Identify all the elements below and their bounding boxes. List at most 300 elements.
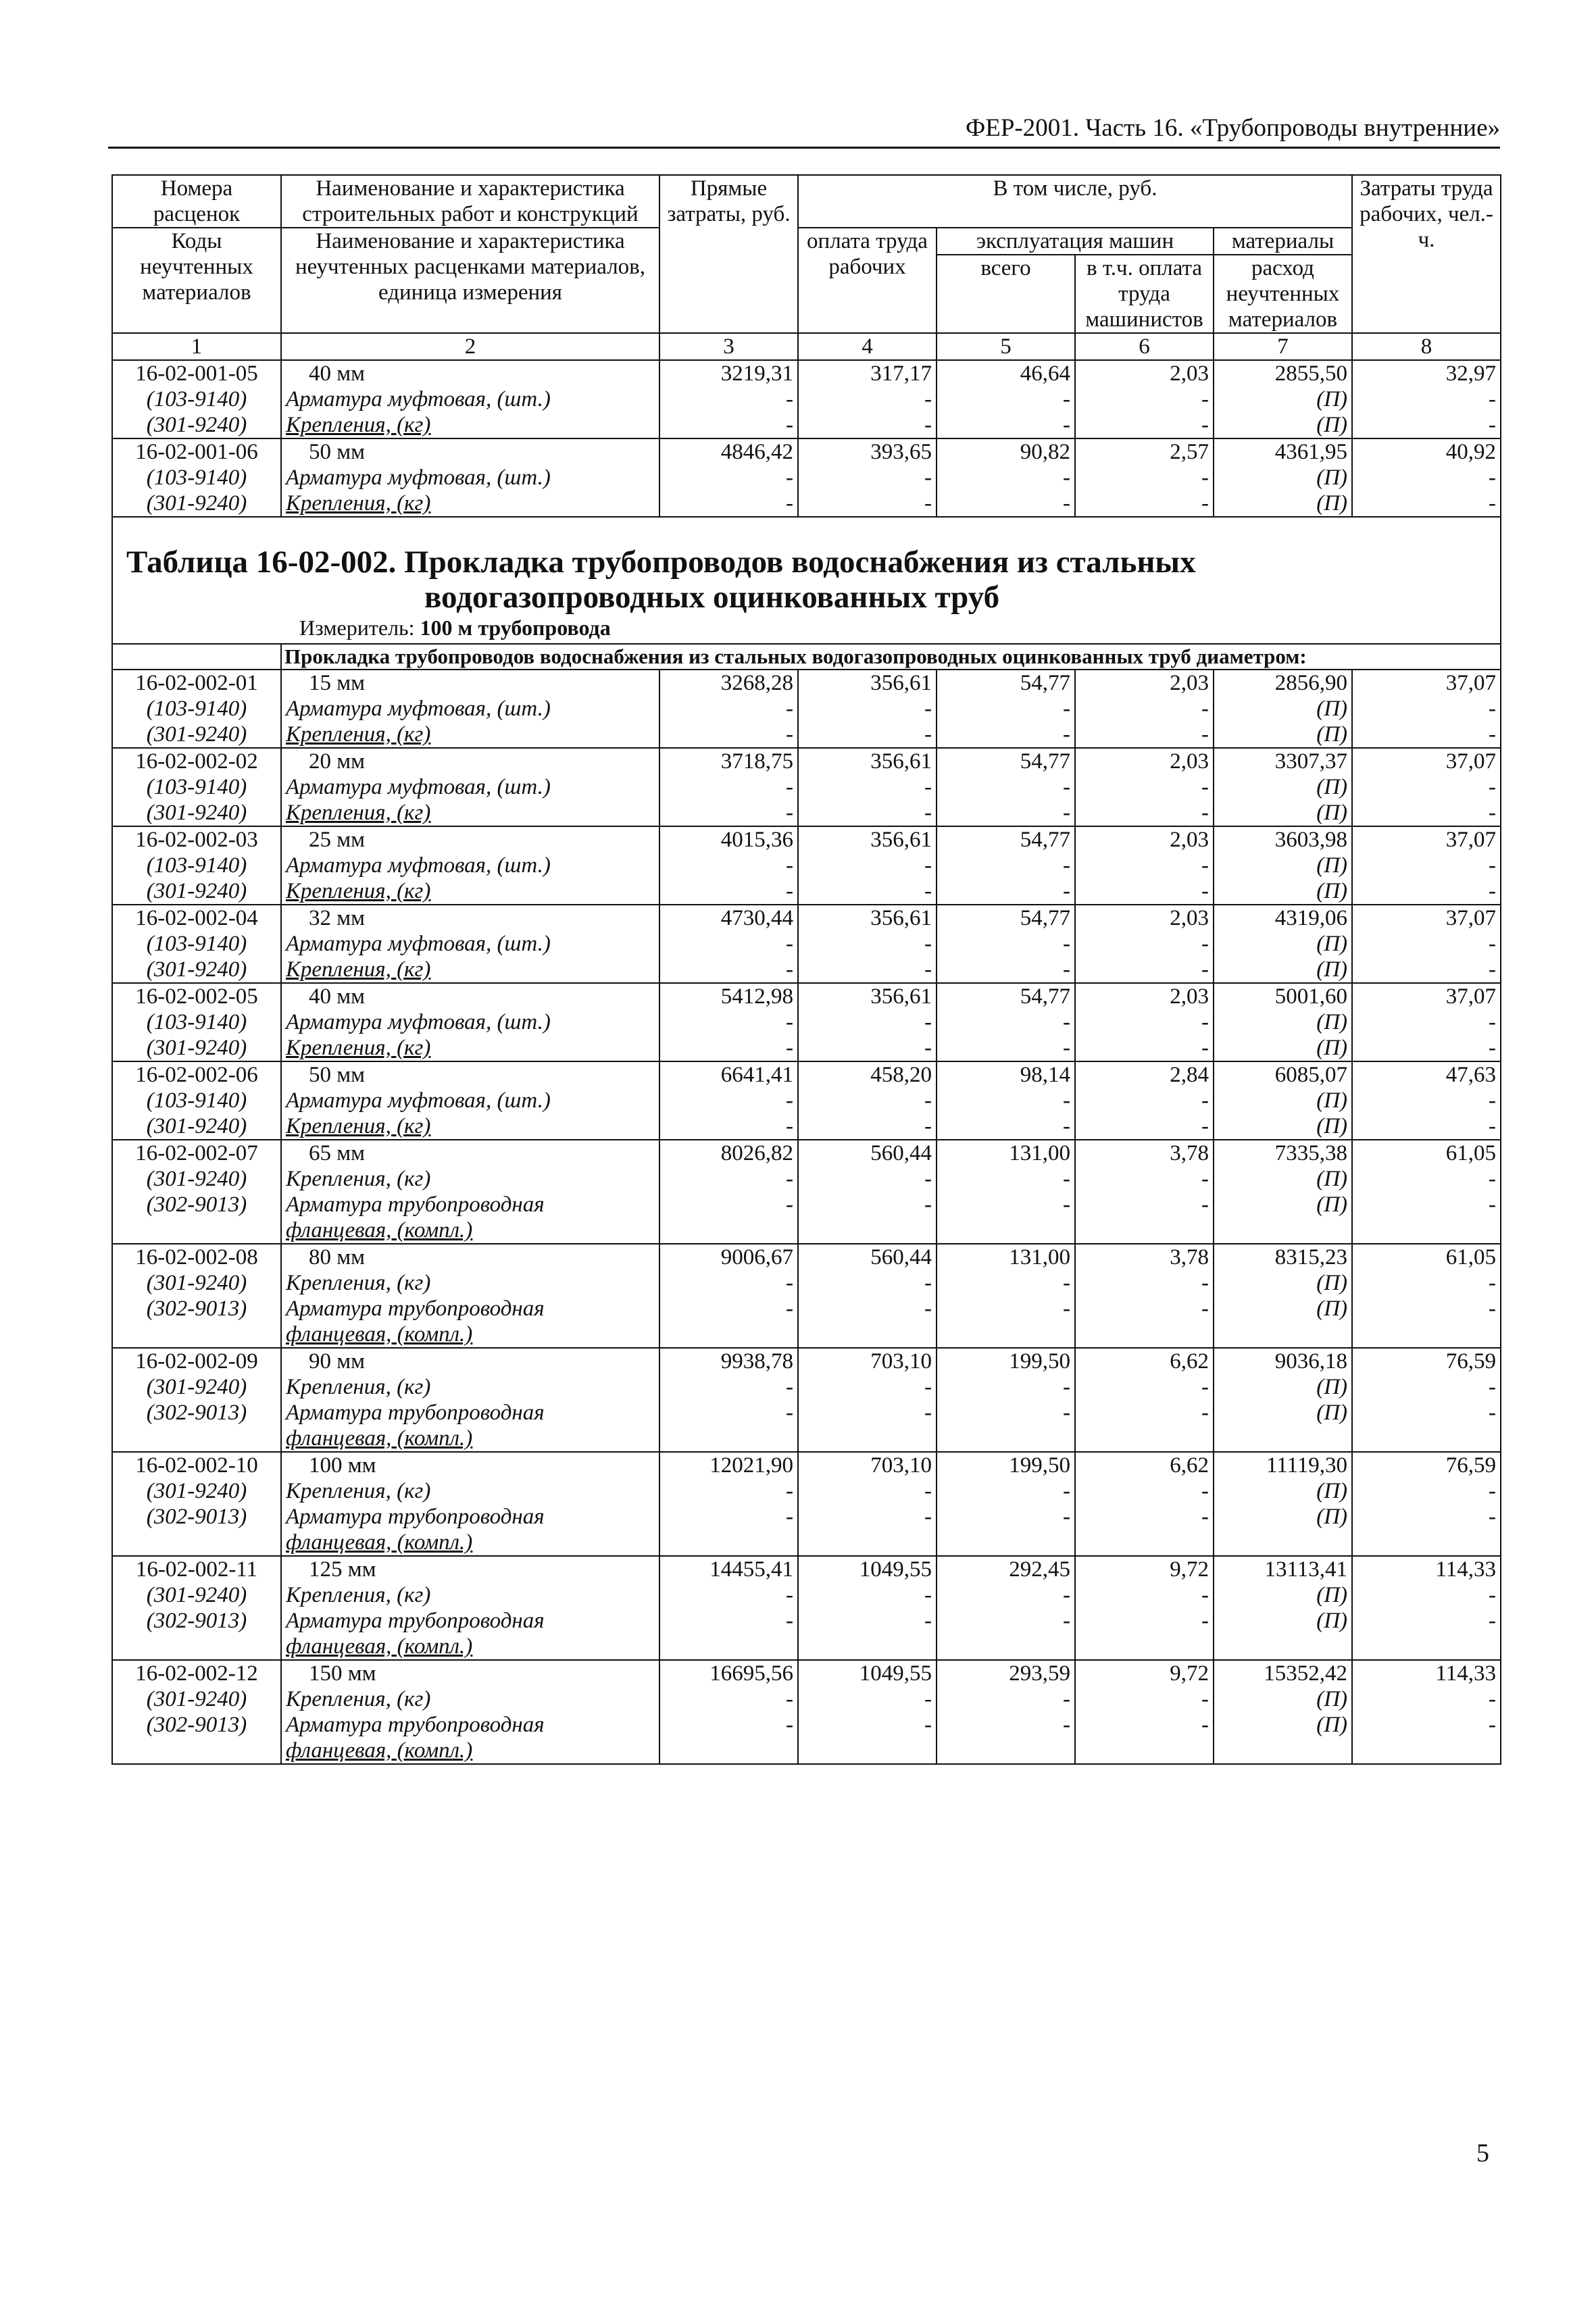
material-row — [112, 1088, 1501, 1113]
rate-labor: 76,59 — [1352, 1348, 1501, 1374]
empty-value — [1352, 1322, 1501, 1348]
material-name: Арматура трубопроводная — [281, 1296, 659, 1322]
material-row — [112, 878, 1501, 905]
unaccounted-material-mark — [1214, 1738, 1352, 1764]
rate-mat: 15352,42 — [1214, 1660, 1352, 1686]
rate-code: 16-02-002-08 — [112, 1244, 281, 1270]
header-labor: Затраты труда рабочих, чел.-ч. — [1352, 175, 1501, 333]
rate-mach-wages: 2,03 — [1075, 905, 1214, 931]
empty-value: - — [798, 491, 937, 517]
table-caption-row — [112, 517, 1501, 644]
empty-value: - — [659, 412, 798, 438]
material-row — [112, 1270, 1501, 1296]
empty-value — [1075, 1322, 1214, 1348]
rate-direct: 3219,31 — [659, 360, 798, 386]
rate-mat: 13113,41 — [1214, 1556, 1352, 1582]
empty-value — [1075, 1426, 1214, 1452]
empty-value: - — [659, 1113, 798, 1140]
rate-labor: 114,33 — [1352, 1556, 1501, 1582]
material-name: Арматура трубопроводная — [281, 1400, 659, 1426]
material-name: фланцевая, (компл.) — [281, 1530, 659, 1556]
rate-row — [112, 1452, 1501, 1478]
material-name: Арматура муфтовая, (шт.) — [281, 853, 659, 878]
empty-value: - — [798, 1582, 937, 1608]
material-row — [112, 1608, 1501, 1634]
rate-mat: 7335,38 — [1214, 1140, 1352, 1166]
material-code: (301-9240) — [112, 1113, 281, 1140]
rate-mach-wages: 3,78 — [1075, 1140, 1214, 1166]
empty-value: - — [1352, 853, 1501, 878]
material-code: (103-9140) — [112, 853, 281, 878]
material-code: (103-9140) — [112, 465, 281, 491]
material-row — [112, 1478, 1501, 1504]
empty-value: - — [1352, 1400, 1501, 1426]
header-including: В том числе, руб. — [798, 175, 1352, 228]
rate-name: 80 мм — [281, 1244, 659, 1270]
material-code: (103-9140) — [112, 386, 281, 412]
material-code — [112, 1322, 281, 1348]
rate-direct: 8026,82 — [659, 1140, 798, 1166]
material-code: (302-9013) — [112, 1608, 281, 1634]
material-row — [112, 774, 1501, 800]
unaccounted-material-mark: (П) — [1214, 1166, 1352, 1192]
rate-mach-wages: 2,57 — [1075, 438, 1214, 465]
rate-mach-wages: 3,78 — [1075, 1244, 1214, 1270]
empty-value: - — [1352, 1582, 1501, 1608]
empty-value: - — [937, 1400, 1075, 1426]
empty-value: - — [1075, 1608, 1214, 1634]
rate-mach: 131,00 — [937, 1244, 1075, 1270]
rate-row — [112, 1244, 1501, 1270]
empty-value: - — [1075, 1504, 1214, 1530]
measure-label: Измеритель: — [299, 615, 415, 640]
header-machines: эксплуатация машин — [937, 228, 1214, 255]
rate-code: 16-02-002-07 — [112, 1140, 281, 1166]
empty-value: - — [659, 774, 798, 800]
empty-value — [798, 1738, 937, 1764]
rate-name: 25 мм — [281, 826, 659, 853]
rate-code: 16-02-001-06 — [112, 438, 281, 465]
rate-wages: 458,20 — [798, 1061, 937, 1088]
empty-value: - — [937, 1088, 1075, 1113]
rate-mat: 2855,50 — [1214, 360, 1352, 386]
empty-value: - — [798, 800, 937, 826]
material-name: Арматура муфтовая, (шт.) — [281, 1009, 659, 1035]
material-row — [112, 722, 1501, 748]
material-name: Крепления, (кг) — [281, 1166, 659, 1192]
material-row — [112, 800, 1501, 826]
material-name: Крепления, (кг) — [281, 1113, 659, 1140]
material-name: Крепления, (кг) — [281, 1270, 659, 1296]
empty-value: - — [1075, 1296, 1214, 1322]
empty-value: - — [1075, 1192, 1214, 1217]
rate-name: 90 мм — [281, 1348, 659, 1374]
page-number: 5 — [1476, 2139, 1489, 2167]
rate-mach: 54,77 — [937, 983, 1075, 1009]
rate-code: 16-02-002-06 — [112, 1061, 281, 1088]
material-name: Крепления, (кг) — [281, 1035, 659, 1061]
material-row — [112, 1217, 1501, 1244]
rate-name: 32 мм — [281, 905, 659, 931]
rate-direct: 3268,28 — [659, 670, 798, 696]
empty-value: - — [1075, 1270, 1214, 1296]
unaccounted-material-mark: (П) — [1214, 957, 1352, 983]
rate-name: 65 мм — [281, 1140, 659, 1166]
material-code: (302-9013) — [112, 1296, 281, 1322]
empty-value: - — [937, 1686, 1075, 1712]
material-row — [112, 1009, 1501, 1035]
empty-value — [1075, 1738, 1214, 1764]
material-code: (103-9140) — [112, 696, 281, 722]
rate-mach: 54,77 — [937, 826, 1075, 853]
unaccounted-material-mark: (П) — [1214, 1478, 1352, 1504]
empty-value: - — [798, 386, 937, 412]
material-name: Крепления, (кг) — [281, 1582, 659, 1608]
rate-direct: 12021,90 — [659, 1452, 798, 1478]
rate-name: 50 мм — [281, 438, 659, 465]
rate-row — [112, 983, 1501, 1009]
unaccounted-material-mark: (П) — [1214, 774, 1352, 800]
empty-value: - — [1075, 1582, 1214, 1608]
empty-value: - — [1075, 1374, 1214, 1400]
rate-row — [112, 670, 1501, 696]
empty-value: - — [659, 1270, 798, 1296]
rate-wages: 356,61 — [798, 748, 937, 774]
rate-wages: 356,61 — [798, 905, 937, 931]
unaccounted-material-mark: (П) — [1214, 1712, 1352, 1738]
material-code: (301-9240) — [112, 957, 281, 983]
empty-value: - — [659, 1712, 798, 1738]
header-direct-costs: Прямые затраты, руб. — [659, 175, 798, 333]
empty-value: - — [798, 1374, 937, 1400]
empty-value: - — [1352, 1712, 1501, 1738]
material-code: (301-9240) — [112, 1035, 281, 1061]
material-code: (301-9240) — [112, 1686, 281, 1712]
column-number: 5 — [937, 333, 1075, 360]
empty-value: - — [937, 1166, 1075, 1192]
empty-value — [937, 1322, 1075, 1348]
unaccounted-material-mark — [1214, 1322, 1352, 1348]
material-row — [112, 853, 1501, 878]
material-name: Крепления, (кг) — [281, 1478, 659, 1504]
rate-row — [112, 748, 1501, 774]
rate-direct: 9006,67 — [659, 1244, 798, 1270]
section-row — [112, 644, 1501, 670]
empty-value: - — [659, 386, 798, 412]
rate-code: 16-02-002-04 — [112, 905, 281, 931]
unaccounted-material-mark: (П) — [1214, 1192, 1352, 1217]
material-name: фланцевая, (компл.) — [281, 1217, 659, 1244]
rate-mat: 6085,07 — [1214, 1061, 1352, 1088]
empty-value: - — [1352, 465, 1501, 491]
material-code: (302-9013) — [112, 1712, 281, 1738]
empty-value: - — [798, 957, 937, 983]
unaccounted-material-mark: (П) — [1214, 722, 1352, 748]
empty-value — [659, 1634, 798, 1660]
empty-value: - — [1075, 696, 1214, 722]
empty-value: - — [1352, 722, 1501, 748]
rate-code: 16-02-002-11 — [112, 1556, 281, 1582]
empty-value — [659, 1530, 798, 1556]
rate-row — [112, 1140, 1501, 1166]
table-title-line1: Таблица 16-02-002. Прокладка трубопроводов водоснабжения из стальных — [126, 545, 1196, 580]
empty-value: - — [937, 1582, 1075, 1608]
rate-name: 150 мм — [281, 1660, 659, 1686]
empty-value: - — [1075, 1113, 1214, 1140]
rate-row — [112, 1061, 1501, 1088]
empty-value: - — [1352, 878, 1501, 905]
empty-value: - — [659, 1166, 798, 1192]
rate-direct: 5412,98 — [659, 983, 798, 1009]
material-row — [112, 1426, 1501, 1452]
empty-value: - — [1352, 774, 1501, 800]
unaccounted-material-mark: (П) — [1214, 386, 1352, 412]
empty-value: - — [659, 1504, 798, 1530]
empty-value — [937, 1634, 1075, 1660]
empty-value: - — [1075, 1088, 1214, 1113]
rate-wages: 356,61 — [798, 983, 937, 1009]
empty-value: - — [798, 774, 937, 800]
material-row — [112, 1530, 1501, 1556]
material-row — [112, 696, 1501, 722]
material-name: Крепления, (кг) — [281, 957, 659, 983]
material-code: (301-9240) — [112, 1478, 281, 1504]
empty-value: - — [798, 465, 937, 491]
empty-value — [1352, 1634, 1501, 1660]
empty-value: - — [1075, 1166, 1214, 1192]
material-name: Крепления, (кг) — [281, 1374, 659, 1400]
rate-labor: 37,07 — [1352, 670, 1501, 696]
rate-mach: 46,64 — [937, 360, 1075, 386]
rate-mach-wages: 6,62 — [1075, 1452, 1214, 1478]
empty-value — [1352, 1530, 1501, 1556]
column-number: 1 — [112, 333, 281, 360]
empty-value: - — [1075, 800, 1214, 826]
rate-mach-wages: 2,84 — [1075, 1061, 1214, 1088]
rate-direct: 16695,56 — [659, 1660, 798, 1686]
material-row — [112, 1192, 1501, 1217]
empty-value: - — [937, 1009, 1075, 1035]
empty-value: - — [798, 1270, 937, 1296]
material-row — [112, 1166, 1501, 1192]
empty-value: - — [1075, 722, 1214, 748]
rate-mach: 98,14 — [937, 1061, 1075, 1088]
empty-value: - — [937, 1504, 1075, 1530]
rate-mat: 4361,95 — [1214, 438, 1352, 465]
empty-value: - — [1352, 1296, 1501, 1322]
empty-value: - — [1352, 931, 1501, 957]
material-code — [112, 1217, 281, 1244]
rate-mach-wages: 9,72 — [1075, 1660, 1214, 1686]
unaccounted-material-mark — [1214, 1426, 1352, 1452]
rate-wages: 1049,55 — [798, 1660, 937, 1686]
unaccounted-material-mark: (П) — [1214, 878, 1352, 905]
rate-mach: 90,82 — [937, 438, 1075, 465]
empty-value: - — [659, 800, 798, 826]
rate-code: 16-02-002-02 — [112, 748, 281, 774]
material-code: (302-9013) — [112, 1400, 281, 1426]
empty-value: - — [1352, 1113, 1501, 1140]
empty-value: - — [1075, 878, 1214, 905]
material-row — [112, 491, 1501, 517]
empty-value — [798, 1426, 937, 1452]
empty-value: - — [1075, 1712, 1214, 1738]
unaccounted-material-mark: (П) — [1214, 1035, 1352, 1061]
material-row — [112, 957, 1501, 983]
rate-mach: 199,50 — [937, 1452, 1075, 1478]
empty-value: - — [937, 931, 1075, 957]
empty-value: - — [1352, 1166, 1501, 1192]
rate-mat: 8315,23 — [1214, 1244, 1352, 1270]
rate-wages: 703,10 — [798, 1348, 937, 1374]
rate-labor: 76,59 — [1352, 1452, 1501, 1478]
empty-value: - — [1352, 386, 1501, 412]
rate-row — [112, 360, 1501, 386]
empty-value: - — [937, 465, 1075, 491]
unaccounted-material-mark: (П) — [1214, 1088, 1352, 1113]
empty-value: - — [1352, 1192, 1501, 1217]
empty-value: - — [659, 957, 798, 983]
rate-labor: 114,33 — [1352, 1660, 1501, 1686]
material-row — [112, 1374, 1501, 1400]
rate-direct: 6641,41 — [659, 1061, 798, 1088]
rate-mach-wages: 2,03 — [1075, 983, 1214, 1009]
unaccounted-material-mark — [1214, 1530, 1352, 1556]
rate-mach: 292,45 — [937, 1556, 1075, 1582]
material-row — [112, 931, 1501, 957]
rate-direct: 4015,36 — [659, 826, 798, 853]
unaccounted-material-mark: (П) — [1214, 412, 1352, 438]
section-empty-cell — [112, 644, 281, 670]
unaccounted-material-mark: (П) — [1214, 1400, 1352, 1426]
empty-value: - — [1075, 491, 1214, 517]
rate-mach: 54,77 — [937, 748, 1075, 774]
unaccounted-material-mark: (П) — [1214, 1582, 1352, 1608]
material-name: фланцевая, (компл.) — [281, 1322, 659, 1348]
rate-mach-wages: 2,03 — [1075, 670, 1214, 696]
rate-code: 16-02-002-10 — [112, 1452, 281, 1478]
material-code: (103-9140) — [112, 774, 281, 800]
empty-value: - — [1352, 1608, 1501, 1634]
material-name: Крепления, (кг) — [281, 412, 659, 438]
material-row — [112, 1322, 1501, 1348]
empty-value: - — [1075, 931, 1214, 957]
empty-value: - — [1075, 1009, 1214, 1035]
material-row — [112, 386, 1501, 412]
rate-mach-wages: 2,03 — [1075, 748, 1214, 774]
empty-value — [659, 1322, 798, 1348]
empty-value: - — [659, 696, 798, 722]
empty-value: - — [1075, 465, 1214, 491]
empty-value: - — [1075, 1035, 1214, 1061]
material-code: (301-9240) — [112, 412, 281, 438]
unaccounted-material-mark: (П) — [1214, 1009, 1352, 1035]
rate-direct: 4846,42 — [659, 438, 798, 465]
rate-direct: 4730,44 — [659, 905, 798, 931]
empty-value: - — [1075, 774, 1214, 800]
material-name: Арматура муфтовая, (шт.) — [281, 465, 659, 491]
empty-value: - — [659, 1478, 798, 1504]
empty-value: - — [937, 696, 1075, 722]
material-code: (301-9240) — [112, 491, 281, 517]
empty-value — [937, 1426, 1075, 1452]
empty-value: - — [1075, 1686, 1214, 1712]
column-number: 4 — [798, 333, 937, 360]
rate-labor: 61,05 — [1352, 1244, 1501, 1270]
empty-value: - — [798, 696, 937, 722]
rate-direct: 3718,75 — [659, 748, 798, 774]
material-row — [112, 465, 1501, 491]
rate-name: 15 мм — [281, 670, 659, 696]
empty-value: - — [937, 800, 1075, 826]
header-codes-bottom: Коды неучтенных материалов — [112, 228, 281, 333]
table-title-line2: водогазопроводных оцинкованных труб — [424, 580, 1000, 615]
column-number: 3 — [659, 333, 798, 360]
unaccounted-material-mark: (П) — [1214, 1113, 1352, 1140]
rate-row — [112, 1556, 1501, 1582]
empty-value — [659, 1217, 798, 1244]
material-code: (103-9140) — [112, 931, 281, 957]
unaccounted-material-mark: (П) — [1214, 1608, 1352, 1634]
empty-value: - — [937, 878, 1075, 905]
empty-value — [1075, 1530, 1214, 1556]
rate-row — [112, 826, 1501, 853]
empty-value: - — [937, 774, 1075, 800]
material-code — [112, 1426, 281, 1452]
rate-name: 100 мм — [281, 1452, 659, 1478]
rate-mat: 4319,06 — [1214, 905, 1352, 931]
empty-value — [798, 1217, 937, 1244]
material-row — [112, 1113, 1501, 1140]
material-code: (301-9240) — [112, 1374, 281, 1400]
column-number: 7 — [1214, 333, 1352, 360]
unaccounted-material-mark — [1214, 1634, 1352, 1660]
rate-mat: 11119,30 — [1214, 1452, 1352, 1478]
material-row — [112, 412, 1501, 438]
rate-wages: 560,44 — [798, 1244, 937, 1270]
running-header: ФЕР-2001. Часть 16. «Трубопроводы внутренние» — [108, 114, 1500, 149]
empty-value: - — [798, 1608, 937, 1634]
rate-mach: 54,77 — [937, 905, 1075, 931]
empty-value: - — [798, 1035, 937, 1061]
measure-line — [117, 615, 1496, 643]
empty-value: - — [659, 722, 798, 748]
empty-value: - — [659, 878, 798, 905]
material-row — [112, 1296, 1501, 1322]
empty-value: - — [937, 1374, 1075, 1400]
material-row — [112, 1712, 1501, 1738]
rate-name: 40 мм — [281, 983, 659, 1009]
empty-value: - — [1352, 1686, 1501, 1712]
empty-value: - — [1075, 386, 1214, 412]
empty-value: - — [937, 412, 1075, 438]
material-name: фланцевая, (компл.) — [281, 1738, 659, 1764]
rate-code: 16-02-002-12 — [112, 1660, 281, 1686]
empty-value: - — [937, 1035, 1075, 1061]
section-heading: Прокладка трубопроводов водоснабжения из стальных водогазопроводных оцинкованных труб диаметром: — [281, 644, 1501, 670]
empty-value: - — [937, 1296, 1075, 1322]
material-code — [112, 1634, 281, 1660]
rate-mach-wages: 2,03 — [1075, 360, 1214, 386]
empty-value: - — [937, 853, 1075, 878]
column-number: 6 — [1075, 333, 1214, 360]
header-name-bottom: Наименование и характеристика неучтенных расценками материалов, единица измерения — [281, 228, 659, 333]
header-materials: материалы — [1214, 228, 1352, 255]
material-row — [112, 1582, 1501, 1608]
rate-wages: 356,61 — [798, 670, 937, 696]
column-number: 2 — [281, 333, 659, 360]
unaccounted-material-mark — [1214, 1217, 1352, 1244]
